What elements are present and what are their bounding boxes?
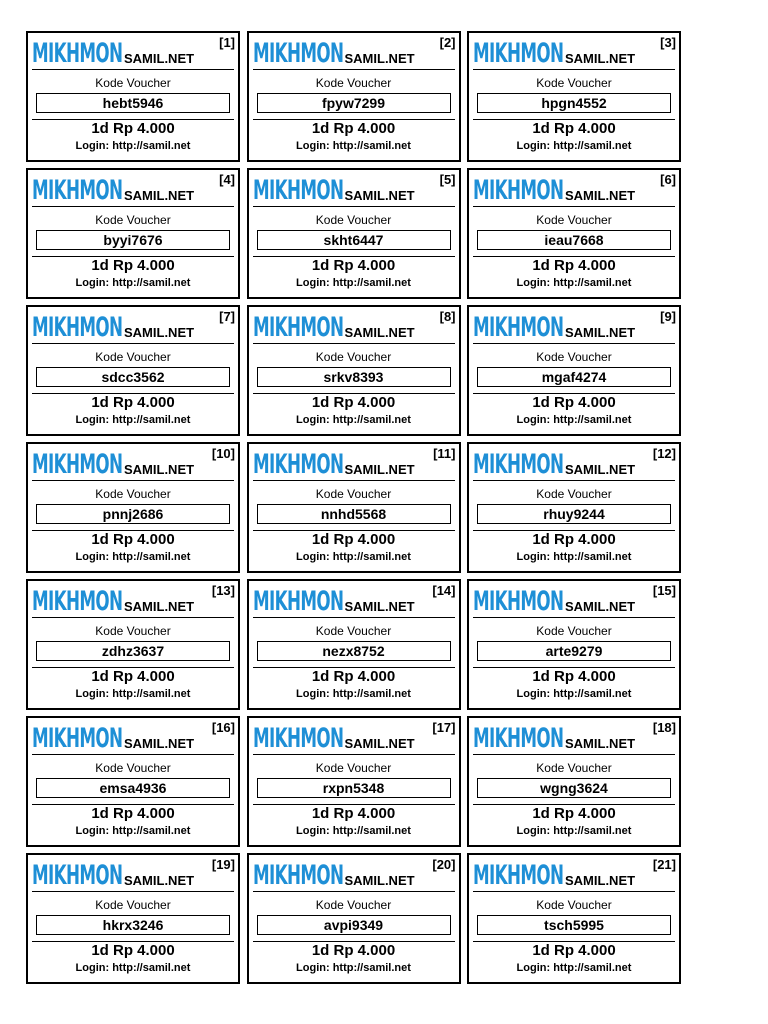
voucher-price: 1d Rp 4.000 [91, 257, 175, 274]
voucher-code: byyi7676 [36, 230, 230, 250]
voucher-number: [14] [432, 583, 456, 598]
voucher-price: 1d Rp 4.000 [91, 531, 175, 548]
voucher-number: [18] [652, 720, 676, 735]
voucher-card [26, 853, 240, 984]
kode-voucher-label: Kode Voucher [536, 350, 612, 364]
voucher-code: tsch5995 [477, 915, 671, 935]
site-name: SAMIL.NET [565, 462, 636, 477]
voucher-card [467, 853, 681, 984]
mikhmon-logo: MIKHMON [473, 449, 564, 480]
mikhmon-logo: MIKHMON [32, 175, 123, 206]
voucher-code: zdhz3637 [36, 641, 230, 661]
voucher-sheet [26, 31, 681, 984]
site-name: SAMIL.NET [344, 188, 415, 203]
mikhmon-logo: MIKHMON [32, 860, 123, 891]
voucher-price: 1d Rp 4.000 [91, 120, 175, 137]
divider-top [32, 69, 234, 70]
site-name: SAMIL.NET [124, 599, 195, 614]
login-url: Login: http://samil.net [516, 551, 632, 563]
divider-top [473, 480, 675, 481]
login-url: Login: http://samil.net [516, 825, 632, 837]
voucher-card [247, 579, 461, 710]
brand-header [253, 857, 415, 891]
voucher-code: pnnj2686 [36, 504, 230, 524]
voucher-number: [3] [660, 35, 676, 50]
divider-top [253, 754, 455, 755]
login-url: Login: http://samil.net [75, 825, 191, 837]
site-name: SAMIL.NET [124, 462, 195, 477]
kode-voucher-label: Kode Voucher [536, 624, 612, 638]
voucher-code: wgng3624 [477, 778, 671, 798]
voucher-code: nnhd5568 [257, 504, 451, 524]
voucher-price: 1d Rp 4.000 [311, 257, 396, 274]
mikhmon-logo: MIKHMON [252, 449, 343, 480]
login-url: Login: http://samil.net [75, 277, 191, 289]
login-url: Login: http://samil.net [296, 688, 411, 700]
kode-voucher-label: Kode Voucher [95, 76, 171, 90]
site-name: SAMIL.NET [344, 325, 415, 340]
voucher-number: [15] [652, 583, 676, 598]
brand-header [32, 309, 194, 343]
brand-header [32, 35, 194, 69]
brand-header [473, 857, 635, 891]
site-name: SAMIL.NET [565, 599, 636, 614]
voucher-price: 1d Rp 4.000 [91, 668, 175, 685]
login-url: Login: http://samil.net [296, 140, 411, 152]
mikhmon-logo: MIKHMON [252, 175, 343, 206]
login-url: Login: http://samil.net [516, 414, 632, 426]
divider-top [473, 891, 675, 892]
brand-header [473, 446, 635, 480]
voucher-number: [10] [211, 446, 235, 461]
voucher-code: avpi9349 [257, 915, 451, 935]
kode-voucher-label: Kode Voucher [315, 898, 392, 912]
brand-header [32, 720, 194, 754]
site-name: SAMIL.NET [344, 599, 415, 614]
brand-header [473, 35, 635, 69]
voucher-price: 1d Rp 4.000 [532, 120, 616, 137]
login-url: Login: http://samil.net [75, 551, 191, 563]
kode-voucher-label: Kode Voucher [95, 624, 171, 638]
voucher-code: nezx8752 [257, 641, 451, 661]
kode-voucher-label: Kode Voucher [315, 487, 392, 501]
site-name: SAMIL.NET [344, 51, 415, 66]
voucher-number: [7] [219, 309, 235, 324]
brand-header [32, 172, 194, 206]
voucher-number: [1] [219, 35, 235, 50]
kode-voucher-label: Kode Voucher [95, 350, 171, 364]
kode-voucher-label: Kode Voucher [95, 213, 171, 227]
voucher-price: 1d Rp 4.000 [311, 120, 396, 137]
voucher-code: fpyw7299 [257, 93, 451, 113]
voucher-card [467, 305, 681, 436]
site-name: SAMIL.NET [565, 325, 636, 340]
voucher-number: [21] [652, 857, 676, 872]
divider-top [253, 343, 455, 344]
brand-header [253, 35, 415, 69]
voucher-number: [6] [660, 172, 676, 187]
site-name: SAMIL.NET [344, 736, 415, 751]
voucher-code: arte9279 [477, 641, 671, 661]
voucher-card [247, 853, 461, 984]
voucher-card [26, 716, 240, 847]
brand-header [253, 309, 415, 343]
divider-top [253, 617, 455, 618]
divider-top [32, 891, 234, 892]
voucher-code: hebt5946 [36, 93, 230, 113]
voucher-number: [12] [652, 446, 676, 461]
voucher-number: [20] [432, 857, 456, 872]
voucher-price: 1d Rp 4.000 [311, 942, 396, 959]
kode-voucher-label: Kode Voucher [315, 76, 392, 90]
kode-voucher-label: Kode Voucher [536, 761, 612, 775]
voucher-number: [5] [439, 172, 456, 187]
voucher-price: 1d Rp 4.000 [311, 531, 396, 548]
divider-top [473, 343, 675, 344]
site-name: SAMIL.NET [565, 736, 636, 751]
divider-top [473, 206, 675, 207]
voucher-card [247, 305, 461, 436]
voucher-number: [2] [439, 35, 456, 50]
brand-header [253, 583, 415, 617]
mikhmon-logo: MIKHMON [252, 312, 343, 343]
divider-top [473, 69, 675, 70]
voucher-price: 1d Rp 4.000 [311, 394, 396, 411]
brand-header [253, 172, 415, 206]
divider-top [32, 206, 234, 207]
divider-top [253, 69, 455, 70]
kode-voucher-label: Kode Voucher [536, 76, 612, 90]
voucher-card [26, 31, 240, 162]
site-name: SAMIL.NET [124, 325, 195, 340]
voucher-card [467, 442, 681, 573]
kode-voucher-label: Kode Voucher [95, 487, 171, 501]
kode-voucher-label: Kode Voucher [536, 487, 612, 501]
brand-header [32, 857, 194, 891]
login-url: Login: http://samil.net [516, 962, 632, 974]
voucher-card [467, 579, 681, 710]
mikhmon-logo: MIKHMON [473, 175, 564, 206]
voucher-card [26, 579, 240, 710]
voucher-code: rxpn5348 [257, 778, 451, 798]
voucher-code: emsa4936 [36, 778, 230, 798]
voucher-card [247, 442, 461, 573]
voucher-code: ieau7668 [477, 230, 671, 250]
login-url: Login: http://samil.net [296, 277, 411, 289]
mikhmon-logo: MIKHMON [473, 38, 564, 69]
kode-voucher-label: Kode Voucher [315, 624, 392, 638]
voucher-card [247, 31, 461, 162]
divider-top [32, 343, 234, 344]
brand-header [473, 583, 635, 617]
voucher-number: [8] [439, 309, 456, 324]
site-name: SAMIL.NET [344, 462, 415, 477]
mikhmon-logo: MIKHMON [473, 723, 564, 754]
mikhmon-logo: MIKHMON [252, 723, 343, 754]
voucher-price: 1d Rp 4.000 [532, 531, 616, 548]
divider-top [253, 480, 455, 481]
site-name: SAMIL.NET [124, 736, 195, 751]
divider-top [32, 617, 234, 618]
voucher-code: mgaf4274 [477, 367, 671, 387]
brand-header [253, 446, 415, 480]
voucher-card [467, 168, 681, 299]
divider-top [473, 754, 675, 755]
mikhmon-logo: MIKHMON [473, 312, 564, 343]
login-url: Login: http://samil.net [296, 962, 411, 974]
login-url: Login: http://samil.net [296, 414, 411, 426]
login-url: Login: http://samil.net [516, 688, 632, 700]
kode-voucher-label: Kode Voucher [315, 350, 392, 364]
site-name: SAMIL.NET [124, 188, 195, 203]
login-url: Login: http://samil.net [75, 962, 191, 974]
voucher-number: [4] [219, 172, 235, 187]
login-url: Login: http://samil.net [296, 551, 411, 563]
login-url: Login: http://samil.net [516, 277, 632, 289]
brand-header [473, 172, 635, 206]
brand-header [473, 720, 635, 754]
login-url: Login: http://samil.net [516, 140, 632, 152]
voucher-price: 1d Rp 4.000 [532, 805, 616, 822]
brand-header [32, 446, 194, 480]
divider-top [253, 891, 455, 892]
mikhmon-logo: MIKHMON [473, 586, 564, 617]
kode-voucher-label: Kode Voucher [536, 898, 612, 912]
voucher-card [26, 305, 240, 436]
mikhmon-logo: MIKHMON [32, 38, 123, 69]
voucher-card [467, 31, 681, 162]
mikhmon-logo: MIKHMON [252, 586, 343, 617]
kode-voucher-label: Kode Voucher [315, 761, 392, 775]
voucher-number: [11] [433, 446, 456, 461]
voucher-number: [19] [211, 857, 235, 872]
site-name: SAMIL.NET [124, 51, 195, 66]
mikhmon-logo: MIKHMON [252, 860, 343, 891]
voucher-card [26, 168, 240, 299]
voucher-price: 1d Rp 4.000 [91, 805, 175, 822]
mikhmon-logo: MIKHMON [32, 586, 123, 617]
login-url: Login: http://samil.net [75, 688, 191, 700]
divider-top [32, 480, 234, 481]
site-name: SAMIL.NET [344, 873, 415, 888]
voucher-card [247, 168, 461, 299]
mikhmon-logo: MIKHMON [252, 38, 343, 69]
site-name: SAMIL.NET [565, 188, 636, 203]
voucher-code: srkv8393 [257, 367, 451, 387]
brand-header [473, 309, 635, 343]
site-name: SAMIL.NET [124, 873, 195, 888]
voucher-code: skht6447 [257, 230, 451, 250]
voucher-price: 1d Rp 4.000 [532, 668, 616, 685]
brand-header [32, 583, 194, 617]
site-name: SAMIL.NET [565, 873, 636, 888]
mikhmon-logo: MIKHMON [473, 860, 564, 891]
voucher-code: hkrx3246 [36, 915, 230, 935]
divider-top [32, 754, 234, 755]
voucher-card [247, 716, 461, 847]
voucher-code: rhuy9244 [477, 504, 671, 524]
mikhmon-logo: MIKHMON [32, 312, 123, 343]
voucher-price: 1d Rp 4.000 [311, 805, 396, 822]
voucher-price: 1d Rp 4.000 [532, 394, 616, 411]
mikhmon-logo: MIKHMON [32, 723, 123, 754]
kode-voucher-label: Kode Voucher [95, 761, 171, 775]
site-name: SAMIL.NET [565, 51, 636, 66]
kode-voucher-label: Kode Voucher [536, 213, 612, 227]
brand-header [253, 720, 415, 754]
voucher-price: 1d Rp 4.000 [91, 394, 175, 411]
voucher-price: 1d Rp 4.000 [532, 257, 616, 274]
voucher-number: [9] [660, 309, 676, 324]
login-url: Login: http://samil.net [296, 825, 411, 837]
voucher-price: 1d Rp 4.000 [532, 942, 616, 959]
divider-top [473, 617, 675, 618]
kode-voucher-label: Kode Voucher [315, 213, 392, 227]
voucher-number: [13] [211, 583, 235, 598]
kode-voucher-label: Kode Voucher [95, 898, 171, 912]
voucher-code: sdcc3562 [36, 367, 230, 387]
voucher-number: [17] [432, 720, 456, 735]
voucher-card [467, 716, 681, 847]
voucher-number: [16] [211, 720, 235, 735]
voucher-card [26, 442, 240, 573]
voucher-code: hpgn4552 [477, 93, 671, 113]
login-url: Login: http://samil.net [75, 414, 191, 426]
mikhmon-logo: MIKHMON [32, 449, 123, 480]
voucher-price: 1d Rp 4.000 [311, 668, 396, 685]
voucher-price: 1d Rp 4.000 [91, 942, 175, 959]
login-url: Login: http://samil.net [75, 140, 191, 152]
divider-top [253, 206, 455, 207]
